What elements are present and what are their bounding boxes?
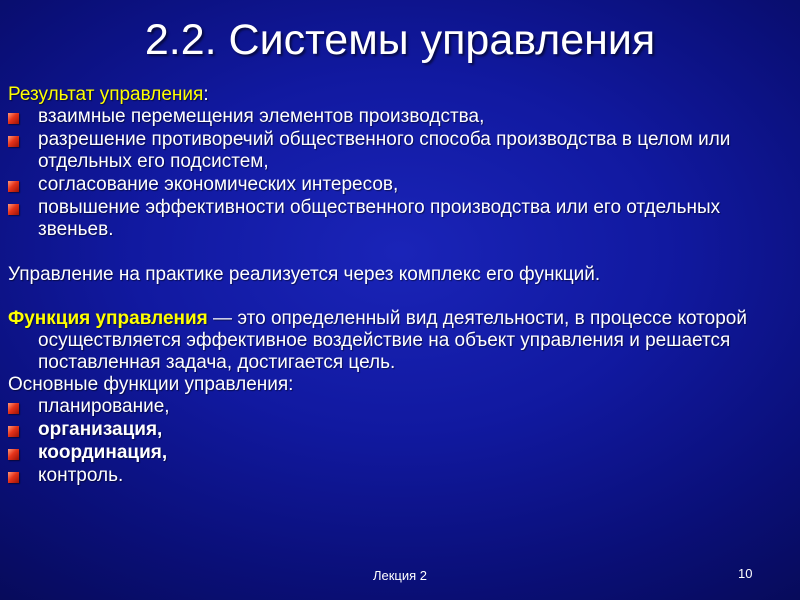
function-item-text: планирование, [38, 396, 170, 417]
slide-title: 2.2. Системы управления [144, 16, 656, 64]
square-bullet-icon [8, 181, 19, 192]
function-item-text: организация, [38, 419, 163, 440]
function-item-text: координация, [38, 442, 168, 463]
list-item [8, 465, 792, 487]
list-item [8, 197, 792, 241]
practice-text: Управление на практике реализуется через комплекс его функций. [8, 264, 601, 285]
square-bullet-icon [8, 113, 19, 124]
spacer [8, 286, 792, 308]
list-item [8, 106, 792, 128]
list-item [8, 442, 792, 464]
square-bullet-icon [8, 403, 19, 414]
slide-content [8, 84, 792, 488]
function-term: Функция управления [8, 308, 208, 329]
list-item [8, 419, 792, 441]
result-item-text: согласование экономических интересов, [38, 174, 399, 195]
square-bullet-icon [8, 426, 19, 437]
list-item [8, 129, 792, 173]
result-list [8, 106, 792, 241]
function-item-text: контроль. [38, 465, 124, 486]
square-bullet-icon [8, 136, 19, 147]
result-heading-label: Результат управления [8, 84, 204, 105]
result-heading [8, 84, 792, 106]
functions-list [8, 396, 792, 487]
square-bullet-icon [8, 472, 19, 483]
function-definition-text: — это определенный вид деятельности, в процессе которой осуществляется эффективное воздействие на объект управления и решается поставленная задача, достигается цель. [38, 308, 747, 373]
square-bullet-icon [8, 204, 19, 215]
spacer [8, 242, 792, 264]
list-item [8, 396, 792, 418]
page-number: 10 [738, 566, 753, 581]
result-heading-colon: : [203, 84, 209, 105]
list-item [8, 174, 792, 196]
result-item-text: взаимные перемещения элементов производства, [38, 106, 485, 127]
functions-heading: Основные функции управления: [8, 374, 294, 395]
square-bullet-icon [8, 449, 19, 460]
result-item-text: повышение эффективности общественного производства или его отдельных звеньев. [38, 197, 721, 240]
result-item-text: разрешение противоречий общественного способа производства в целом или отдельных его подсистем, [38, 129, 731, 172]
function-definition [8, 308, 792, 374]
footer-lecture: Лекция 2 [372, 568, 428, 583]
